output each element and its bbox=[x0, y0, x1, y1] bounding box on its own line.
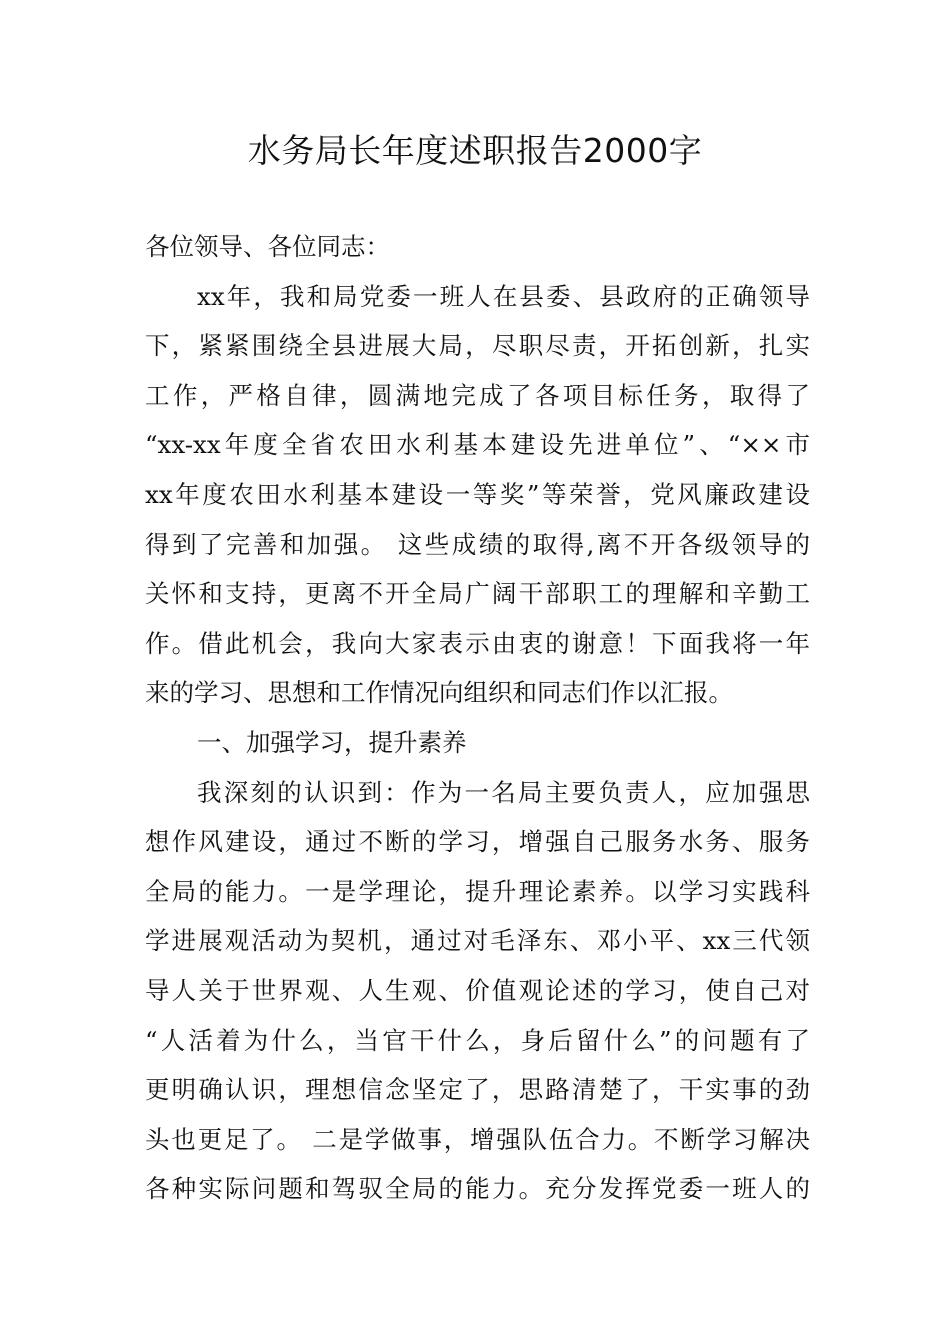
paragraph-line: 各种实际问题和驾驭全局的能力。充分发挥党委一班人的 bbox=[145, 1174, 810, 1204]
paragraph-line: xx年，我和局党委一班人在县委、县政府的正确领导 bbox=[197, 281, 810, 311]
document-body bbox=[145, 222, 810, 1214]
paragraph-line: 来的学习、思想和工作情况向组织和同志们作以汇报。 bbox=[145, 678, 733, 708]
section-heading: 一、加强学习，提升素养 bbox=[197, 727, 467, 757]
paragraph-line: 作。借此机会，我向大家表示由衷的谢意！下面我将一年 bbox=[145, 628, 810, 658]
paragraph-line: 下，紧紧围绕全县进展大局，尽职尽责，开拓创新，扎实 bbox=[145, 331, 810, 361]
document-title: 水务局长年度述职报告2000字 bbox=[247, 131, 703, 170]
paragraph-line: 得到了完善和加强。 这些成绩的取得,离不开各级领导的 bbox=[145, 529, 810, 559]
paragraph-line: 我深刻的认识到：作为一名局主要负责人，应加强思 bbox=[197, 777, 810, 807]
salutation-line: 各位领导、各位同志： bbox=[145, 232, 390, 261]
paragraph-line: 全局的能力。一是学理论，提升理论素养。以学习实践科 bbox=[145, 876, 810, 906]
paragraph-line: “人活着为什么，当官干什么，身后留什么”的问题有了 bbox=[145, 1025, 810, 1055]
paragraph-line: “xx-xx年度全省农田水利基本建设先进单位”、“××市 bbox=[145, 430, 810, 460]
paragraph-line: 关怀和支持，更离不开全局广阔干部职工的理解和辛勤工 bbox=[145, 579, 810, 609]
paragraph-line: 学进展观活动为契机，通过对毛泽东、邓小平、xx三代领 bbox=[145, 926, 810, 956]
paragraph-line: 想作风建设，通过不断的学习，增强自己服务水务、服务 bbox=[145, 827, 810, 857]
paragraph-line: xx年度农田水利基本建设一等奖”等荣誉，党风廉政建设 bbox=[145, 479, 810, 509]
paragraph-line: 导人关于世界观、人生观、价值观论述的学习，使自己对 bbox=[145, 975, 810, 1005]
paragraph-line: 工作，严格自律，圆满地完成了各项目标任务，取得了 bbox=[145, 380, 810, 410]
paragraph-line: 头也更足了。 二是学做事，增强队伍合力。不断学习解决 bbox=[145, 1124, 810, 1154]
paragraph-line: 更明确认识，理想信念坚定了，思路清楚了，干实事的劲 bbox=[145, 1075, 810, 1105]
